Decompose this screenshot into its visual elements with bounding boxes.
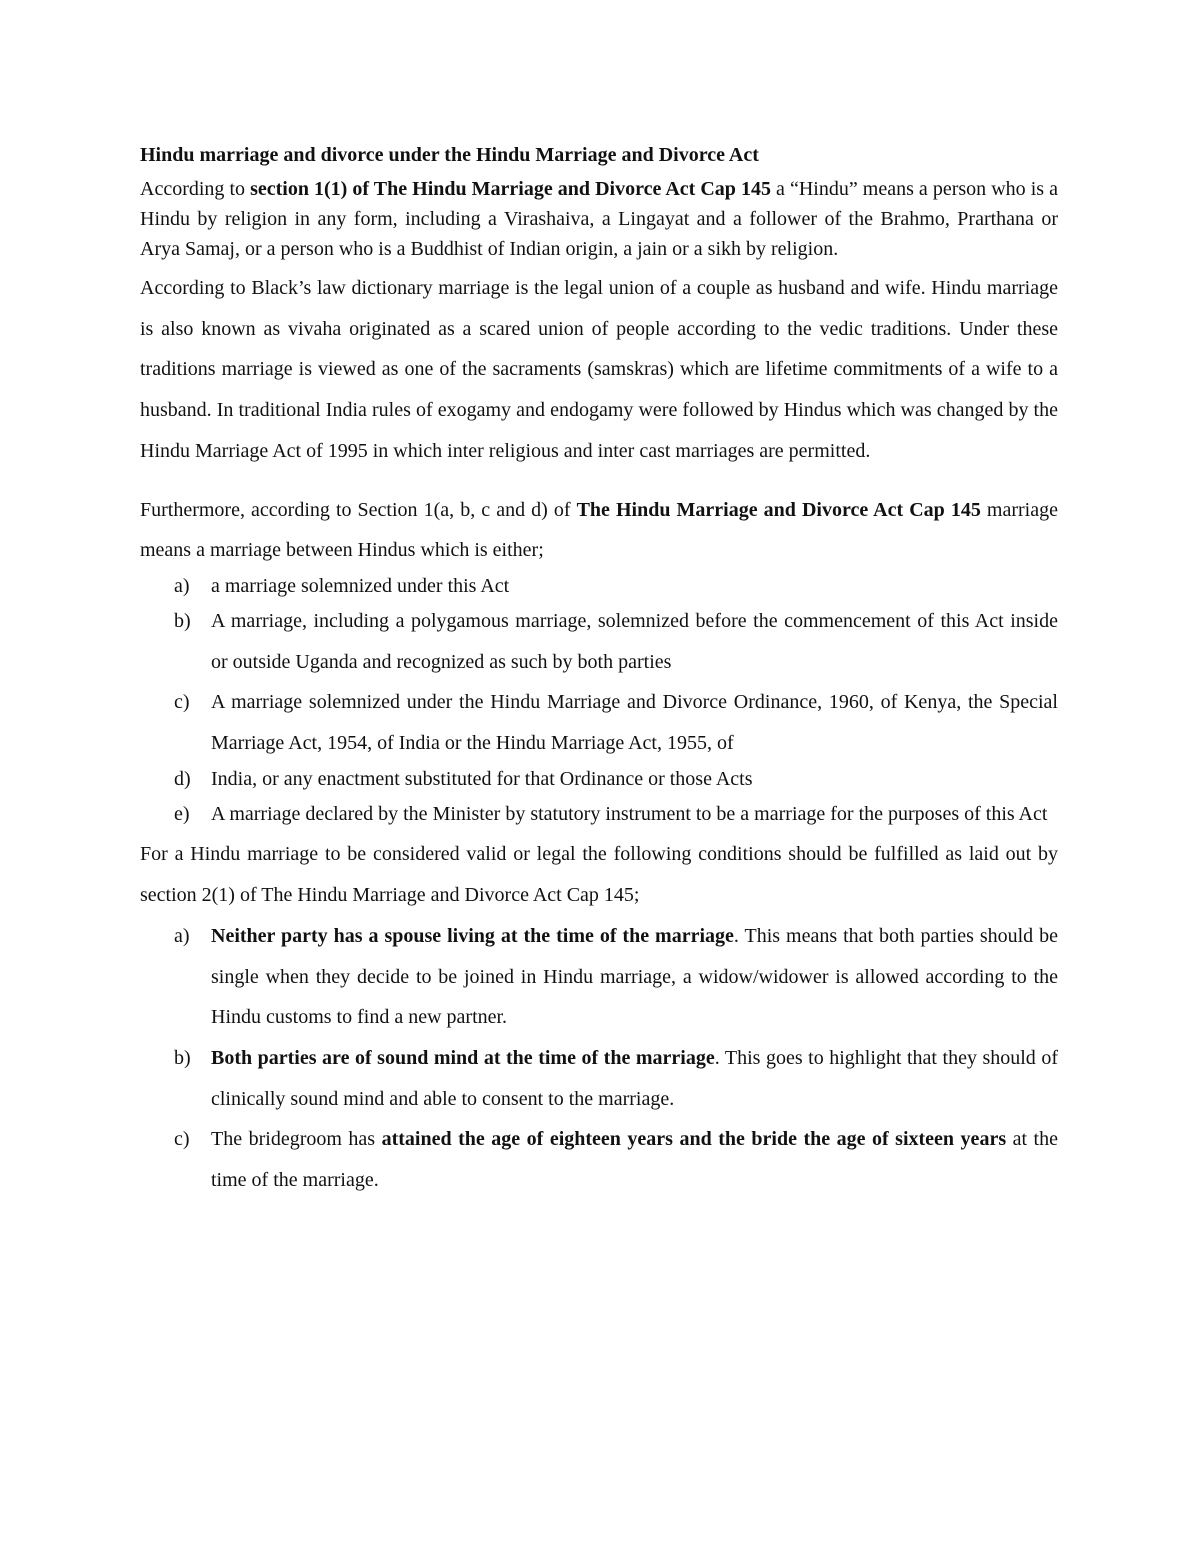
conditions-list: [140, 916, 1058, 1201]
list-item: [140, 916, 1058, 1038]
list-item: [140, 682, 1058, 763]
document-title: Hindu marriage and divorce under the Hindu Marriage and Divorce Act: [140, 144, 759, 166]
list-post: at the time of the marriage.: [211, 1128, 1058, 1192]
list-marker: b): [174, 609, 191, 632]
list-marker: c): [174, 691, 190, 714]
list-post: . This means that both parties should be single when they decide to be joined in Hindu marriage, a widow/widower is allowed according to the Hindu customs to find a new partner.: [211, 924, 1058, 1029]
paragraph-conditions-intro: For a Hindu marriage to be considered valid or legal the following conditions should be fulfilled as laid out by section 2(1) of The Hindu Marriage and Divorce Act Cap 145;: [140, 843, 1058, 907]
p3-post: marriage means a marriage between Hindus which is either;: [140, 498, 1058, 562]
list-item: [140, 1038, 1058, 1119]
list-marker: a): [174, 924, 190, 947]
list-bold: Neither party has a spouse living at the time of the marriage: [211, 924, 734, 947]
list-item: [140, 571, 1058, 601]
list-item: [140, 1119, 1058, 1200]
paragraph-section-1: [140, 490, 1058, 571]
list-marker: d): [174, 767, 191, 790]
list-marker: c): [174, 1128, 190, 1151]
document-page: [140, 140, 1058, 1201]
list-item: [140, 764, 1058, 794]
p3-bold: The Hindu Marriage and Divorce Act Cap 145: [576, 498, 981, 521]
list-text: A marriage declared by the Minister by statutory instrument to be a marriage for the purposes of this Act: [211, 802, 1048, 825]
p1-pre: According to: [140, 178, 251, 200]
p1-post: a “Hindu” means a person who is a Hindu by religion in any form, including a Virashaiva, a Lingayat and a follower of the Brahmo, Prarthana or Arya Samaj, or a person who is a Buddhist of Indian origin, a jain or a sikh by religion.: [140, 178, 1058, 260]
list-text: A marriage, including a polygamous marriage, solemnized before the commencement of this Act inside or outside Uganda and recognized as such by both parties: [211, 609, 1058, 673]
list-pre: The bridegroom has: [211, 1128, 382, 1151]
list-text: India, or any enactment substituted for that Ordinance or those Acts: [211, 767, 753, 790]
list-post: . This goes to highlight that they should of clinically sound mind and able to consent to the marriage.: [211, 1046, 1058, 1110]
paragraph-hindu-definition: [140, 174, 1058, 264]
list-bold: attained the age of eighteen years and the bride the age of sixteen years: [381, 1128, 1007, 1151]
list-item: [140, 601, 1058, 682]
list-text: a marriage solemnized under this Act: [211, 574, 510, 597]
paragraph-marriage-definition: According to Black’s law dictionary marriage is the legal union of a couple as husband and wife. Hindu marriage is also known as vivaha originated as a scared union of people according to the vedic traditions. Under these traditions marriage is viewed as one of the sacraments (samskras) which are lifetime commitments of a wife to a husband. In traditional India rules of exogamy and endogamy were followed by Hindus which was changed by the Hindu Marriage Act of 1995 in which inter religious and inter cast marriages are permitted.: [140, 277, 1058, 462]
list-marker: a): [174, 574, 190, 597]
list-marker: e): [174, 802, 190, 825]
list-item: [140, 794, 1058, 835]
list-marker: b): [174, 1046, 191, 1069]
marriage-types-list: [140, 571, 1058, 835]
p3-pre: Furthermore, according to Section 1(a, b, c and d) of: [140, 498, 577, 521]
p1-bold: section 1(1) of The Hindu Marriage and Divorce Act Cap 145: [250, 178, 771, 200]
list-text: A marriage solemnized under the Hindu Marriage and Divorce Ordinance, 1960, of Kenya, the Special Marriage Act, 1954, of India or the Hindu Marriage Act, 1955, of: [211, 691, 1058, 755]
list-bold: Both parties are of sound mind at the time of the marriage: [211, 1046, 715, 1069]
